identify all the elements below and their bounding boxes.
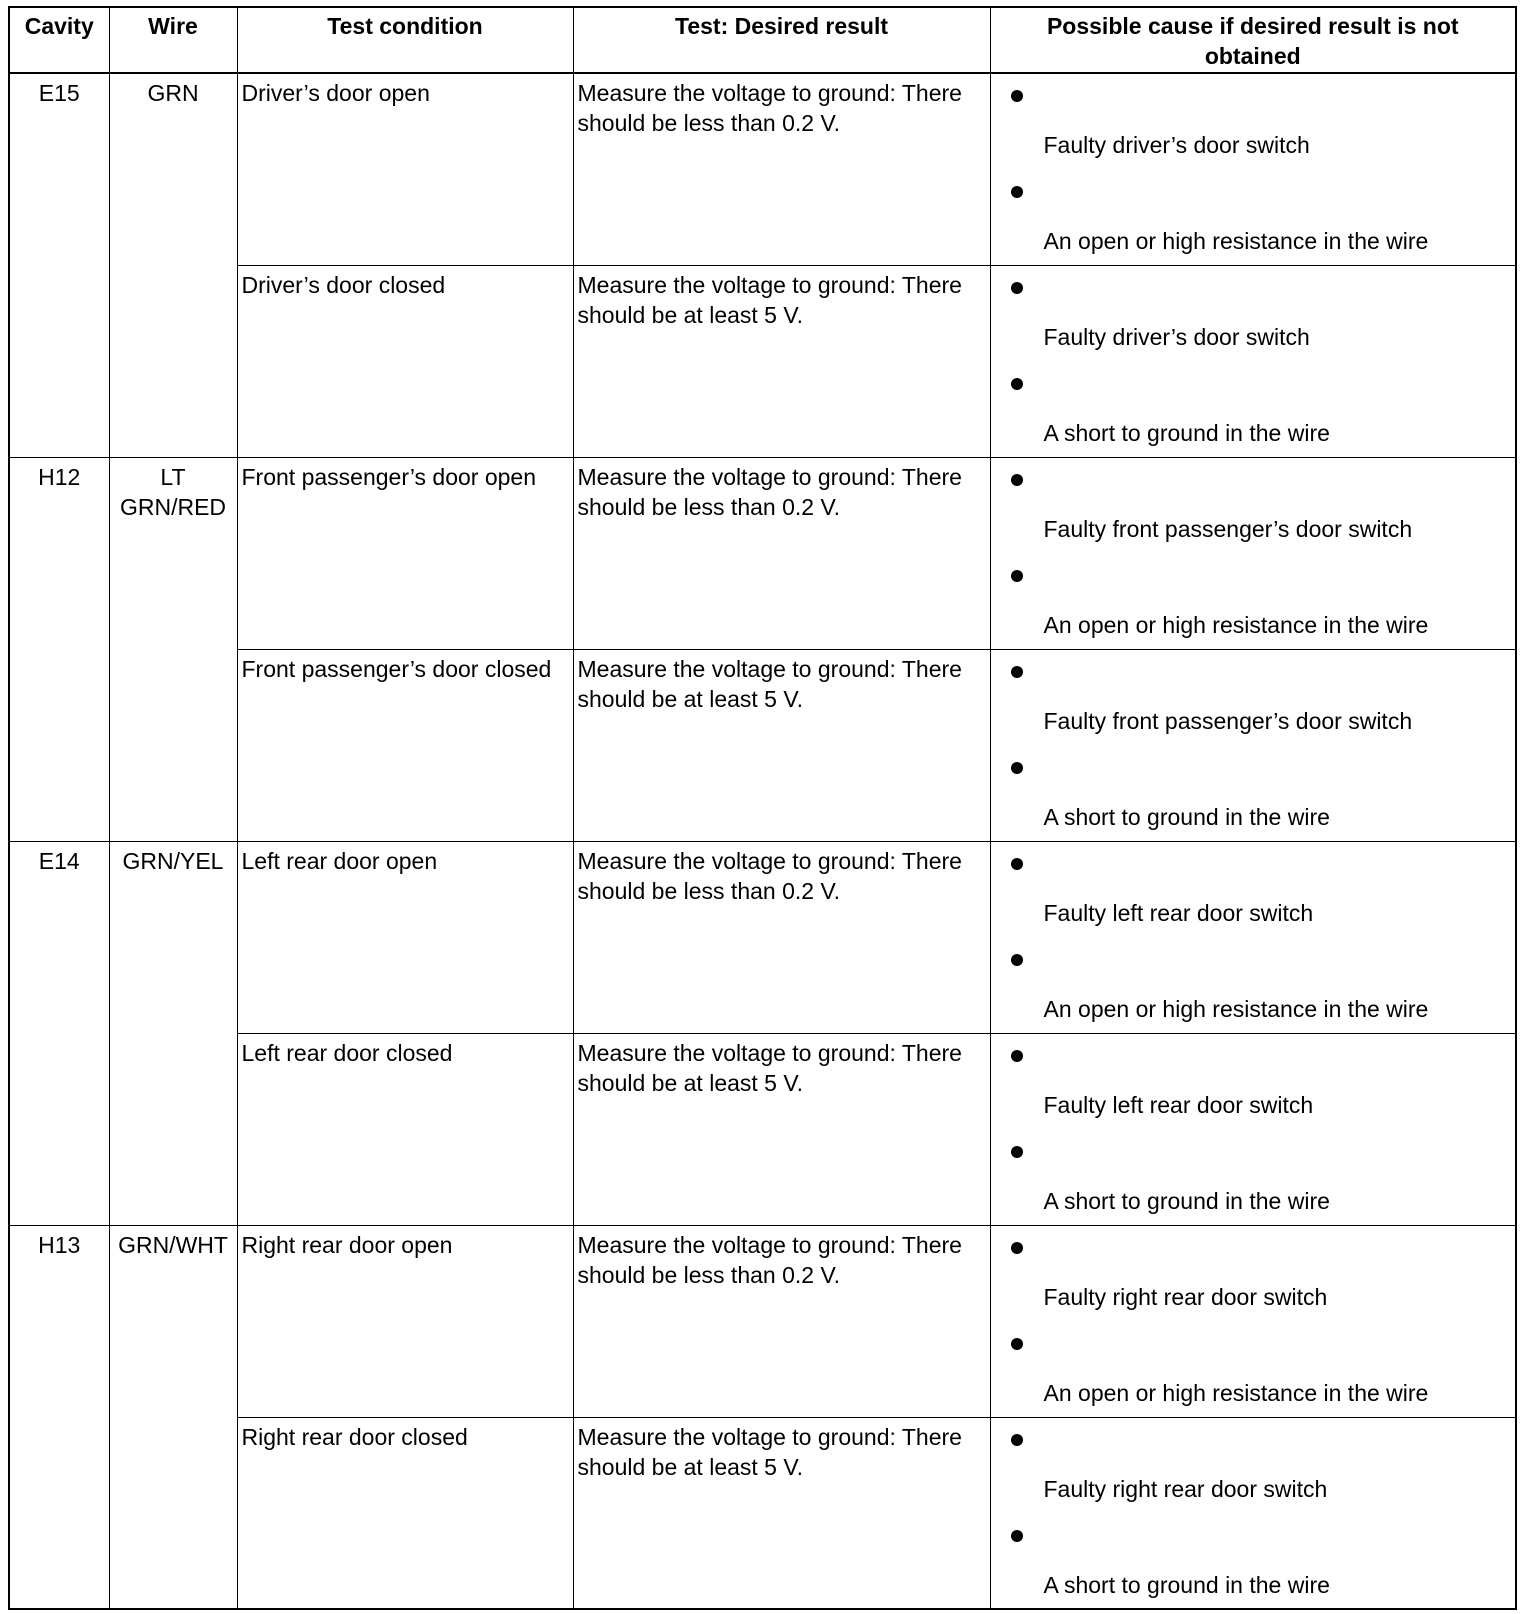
possible-cause-cell (990, 457, 1516, 649)
table-row (9, 457, 1516, 649)
bullet-icon (1011, 90, 1023, 102)
cause-item (991, 746, 1516, 842)
cause-item (991, 266, 1516, 362)
bullet-icon (1011, 1434, 1023, 1446)
table-row (9, 73, 1516, 265)
table-row (9, 841, 1516, 1033)
desired-result-cell: Measure the voltage to ground: There should be less than 0.2 V. (573, 1225, 990, 1417)
header-test-condition: Test condition (237, 7, 573, 73)
cause-item (991, 1034, 1516, 1130)
header-row (9, 7, 1516, 73)
bullet-icon (1011, 666, 1023, 678)
bullet-icon (1011, 282, 1023, 294)
test-condition-cell: Left rear door closed (237, 1033, 573, 1225)
cause-text: A short to ground in the wire (1043, 803, 1330, 830)
cause-text: An open or high resistance in the wire (1043, 611, 1429, 638)
cause-text: An open or high resistance in the wire (1043, 1379, 1429, 1406)
test-condition-cell: Driver’s door closed (237, 265, 573, 457)
cause-item (991, 1226, 1516, 1322)
cavity-cell: E14 (9, 841, 109, 1225)
cause-item (991, 170, 1516, 265)
bullet-icon (1011, 474, 1023, 486)
test-condition-cell: Left rear door open (237, 841, 573, 1033)
cause-item (991, 1322, 1516, 1418)
cause-text: Faulty front passenger’s door switch (1043, 515, 1413, 542)
header-wire: Wire (109, 7, 237, 73)
desired-result-cell: Measure the voltage to ground: There should be at least 5 V. (573, 1417, 990, 1609)
test-condition-cell: Right rear door open (237, 1225, 573, 1417)
cause-item (991, 458, 1516, 554)
header-possible-cause: Possible cause if desired result is not obtained (990, 7, 1516, 73)
cause-text: Faulty right rear door switch (1043, 1475, 1328, 1502)
table-body (9, 73, 1516, 1609)
cavity-cell: H12 (9, 457, 109, 841)
cause-item (991, 74, 1516, 170)
cause-item (991, 1514, 1516, 1610)
bullet-icon (1011, 378, 1023, 390)
wire-cell: GRN/YEL (109, 841, 237, 1225)
cause-text: Faulty front passenger’s door switch (1043, 707, 1413, 734)
bullet-icon (1011, 954, 1023, 966)
cause-text: Faulty driver’s door switch (1043, 132, 1310, 158)
bullet-icon (1011, 186, 1023, 198)
bullet-icon (1011, 762, 1023, 774)
desired-result-cell: Measure the voltage to ground: There should be at least 5 V. (573, 265, 990, 457)
test-condition-cell: Driver’s door open (237, 73, 573, 265)
cause-text: A short to ground in the wire (1043, 1187, 1330, 1214)
cause-item (991, 1130, 1516, 1226)
cause-text: An open or high resistance in the wire (1043, 995, 1429, 1022)
possible-cause-cell (990, 1417, 1516, 1609)
cause-text: A short to ground in the wire (1043, 419, 1330, 446)
wire-cell: LT GRN/RED (109, 457, 237, 841)
possible-cause-cell (990, 1225, 1516, 1417)
cause-text: Faulty left rear door switch (1043, 899, 1314, 926)
cause-item (991, 650, 1516, 746)
bullet-icon (1011, 1530, 1023, 1542)
cause-item (991, 938, 1516, 1034)
desired-result-cell: Measure the voltage to ground: There should be at least 5 V. (573, 649, 990, 841)
cause-item (991, 554, 1516, 650)
cavity-cell: H13 (9, 1225, 109, 1609)
cause-item (991, 362, 1516, 458)
bullet-icon (1011, 1338, 1023, 1350)
possible-cause-cell (990, 649, 1516, 841)
header-cavity: Cavity (9, 7, 109, 73)
desired-result-cell: Measure the voltage to ground: There should be at least 5 V. (573, 1033, 990, 1225)
bullet-icon (1011, 570, 1023, 582)
possible-cause-cell (990, 1033, 1516, 1225)
table-row (9, 1225, 1516, 1417)
cause-text: Faulty left rear door switch (1043, 1091, 1314, 1118)
cause-text: Faulty driver’s door switch (1043, 323, 1310, 350)
header-desired-result: Test: Desired result (573, 7, 990, 73)
wire-cell: GRN (109, 73, 237, 457)
test-condition-cell: Front passenger’s door open (237, 457, 573, 649)
test-condition-cell: Right rear door closed (237, 1417, 573, 1609)
diagnostic-table (8, 6, 1517, 1610)
desired-result-cell: Measure the voltage to ground: There should be less than 0.2 V. (573, 73, 990, 265)
cause-text: A short to ground in the wire (1043, 1571, 1330, 1598)
bullet-icon (1011, 1146, 1023, 1158)
possible-cause-cell (990, 73, 1516, 265)
possible-cause-cell (990, 265, 1516, 457)
cavity-cell: E15 (9, 73, 109, 457)
test-condition-cell: Front passenger’s door closed (237, 649, 573, 841)
cause-item (991, 1418, 1516, 1514)
bullet-icon (1011, 858, 1023, 870)
bullet-icon (1011, 1242, 1023, 1254)
cause-text: Faulty right rear door switch (1043, 1283, 1328, 1310)
desired-result-cell: Measure the voltage to ground: There should be less than 0.2 V. (573, 457, 990, 649)
cause-text: An open or high resistance in the wire (1043, 228, 1429, 254)
bullet-icon (1011, 1050, 1023, 1062)
desired-result-cell: Measure the voltage to ground: There should be less than 0.2 V. (573, 841, 990, 1033)
wire-cell: GRN/WHT (109, 1225, 237, 1609)
cause-item (991, 842, 1516, 938)
possible-cause-cell (990, 841, 1516, 1033)
